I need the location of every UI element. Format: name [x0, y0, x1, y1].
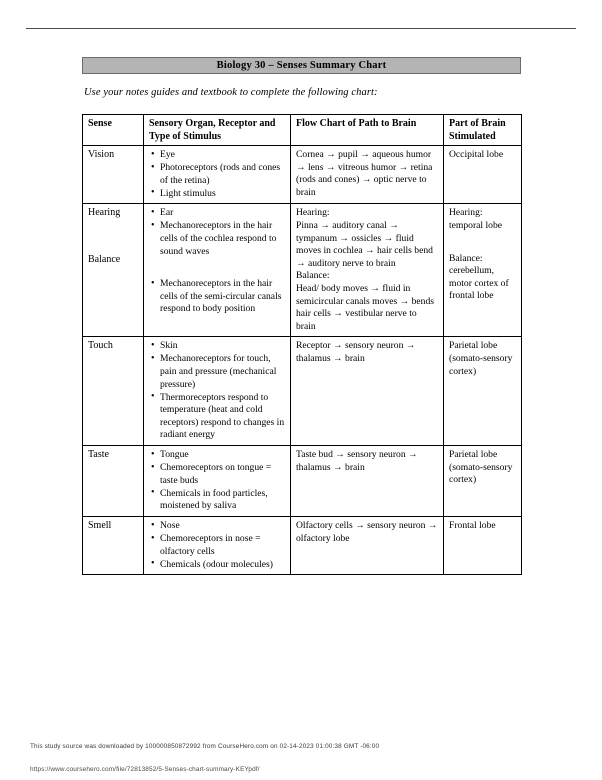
table-row-hearing-balance [83, 204, 522, 337]
list-item: • Nose [160, 520, 285, 533]
sensory-organ-vision [144, 146, 291, 204]
list-item: • Tongue [160, 449, 285, 462]
instruction-text: Use your notes guides and textbook to complete the following chart: [84, 87, 378, 98]
list-item: • Photoreceptors (rods and cones of the retina) [160, 162, 285, 187]
brain-part-touch: Parietal lobe (somato-sensory cortex) [444, 337, 522, 446]
list-item: • Ear [160, 207, 285, 220]
bullet-list [149, 520, 285, 571]
table-header-row [83, 115, 522, 146]
flow-label-hearing: Hearing: [296, 207, 330, 219]
brain-part-taste: Parietal lobe (somato-sensory cortex) [444, 446, 522, 517]
brain-part-hearing-balance [444, 204, 522, 337]
sense-name-hearing-balance [83, 204, 144, 337]
list-item: • Chemicals in food particles, moistened by saliva [160, 488, 285, 513]
flow-chart-smell: Olfactory cells → sensory neuron → olfactory lobe [291, 517, 444, 575]
list-item: • Mechanoreceptors in the hair cells of the cochlea respond to sound waves [160, 220, 285, 258]
flow-chart-hearing: Pinna → auditory canal → tympanum → ossicles → fluid moves in cochlea → hair cells bend → auditory nerve to brain [296, 219, 433, 269]
list-item: • Thermoreceptors respond to temperature (heat and cold receptors) respond to changes in radiant energy [160, 392, 285, 442]
sensory-organ-hearing-balance [144, 204, 291, 337]
spacer [449, 233, 516, 253]
brain-label-balance: Balance: [449, 252, 483, 264]
list-item: • Eye [160, 149, 285, 162]
footer-source-url[interactable]: https://www.coursehero.com/file/72813852/5-Senses-chart-summary-KEYpdf/ [30, 766, 260, 773]
list-item: • Mechanoreceptors for touch, pain and pressure (mechanical pressure) [160, 353, 285, 391]
spacer [88, 218, 138, 254]
sense-name-vision: Vision [83, 146, 144, 204]
bullet-list [149, 449, 285, 513]
sense-name-hearing: Hearing [88, 207, 121, 219]
list-item: • Light stimulus [160, 188, 285, 201]
header-rule [26, 28, 576, 29]
flow-label-balance: Balance: [296, 270, 330, 282]
list-item: • Mechanoreceptors in the hair cells of the semi-circular canals respond to body position [160, 278, 285, 316]
spacer [149, 258, 285, 278]
list-item: • Chemoreceptors in nose = olfactory cells [160, 533, 285, 558]
bullet-list [149, 340, 285, 442]
table-row-vision [83, 146, 522, 204]
brain-part-hearing: temporal lobe [449, 219, 503, 231]
sense-name-smell: Smell [83, 517, 144, 575]
table-row-taste [83, 446, 522, 517]
column-header-sensory-organ: Sensory Organ, Receptor and Type of Stimulus [144, 115, 291, 146]
column-header-sense: Sense [83, 115, 144, 146]
table-row-touch [83, 337, 522, 446]
bullet-list-hearing [149, 207, 285, 258]
brain-part-smell: Frontal lobe [444, 517, 522, 575]
brain-part-balance: cerebellum, motor cortex of frontal lobe [449, 265, 509, 302]
column-header-part-of-brain: Part of Brain Stimulated [444, 115, 522, 146]
column-header-flow-chart: Flow Chart of Path to Brain [291, 115, 444, 146]
list-item: • Chemoreceptors on tongue = taste buds [160, 462, 285, 487]
flow-chart-touch: Receptor → sensory neuron → thalamus → brain [291, 337, 444, 446]
bullet-list [149, 149, 285, 200]
sense-name-touch: Touch [83, 337, 144, 446]
brain-part-vision: Occipital lobe [444, 146, 522, 204]
flow-chart-hearing-balance [291, 204, 444, 337]
flow-chart-taste: Taste bud → sensory neuron → thalamus → brain [291, 446, 444, 517]
bullet-list-balance [149, 278, 285, 316]
list-item: • Skin [160, 340, 285, 353]
page-title: Biology 30 – Senses Summary Chart [82, 57, 521, 74]
flow-chart-balance: Head/ body moves → fluid in semicircular canals moves → bends hair cells → vestibular nerve to brain [296, 282, 434, 332]
sensory-organ-taste [144, 446, 291, 517]
brain-label-hearing: Hearing: [449, 207, 483, 219]
flow-chart-vision: Cornea → pupil → aqueous humor → lens → vitreous humor → retina (rods and cones) → optic nerve to brain [291, 146, 444, 204]
footer-download-notice: This study source was downloaded by 100000850872992 from CourseHero.com on 02-14-2023 01:00:38 GMT -06:00 [30, 743, 380, 750]
list-item: • Chemicals (odour molecules) [160, 559, 285, 572]
sensory-organ-smell [144, 517, 291, 575]
sensory-organ-touch [144, 337, 291, 446]
table-row-smell [83, 517, 522, 575]
senses-summary-table [82, 114, 522, 575]
sense-name-taste: Taste [83, 446, 144, 517]
sense-name-balance: Balance [88, 254, 121, 266]
